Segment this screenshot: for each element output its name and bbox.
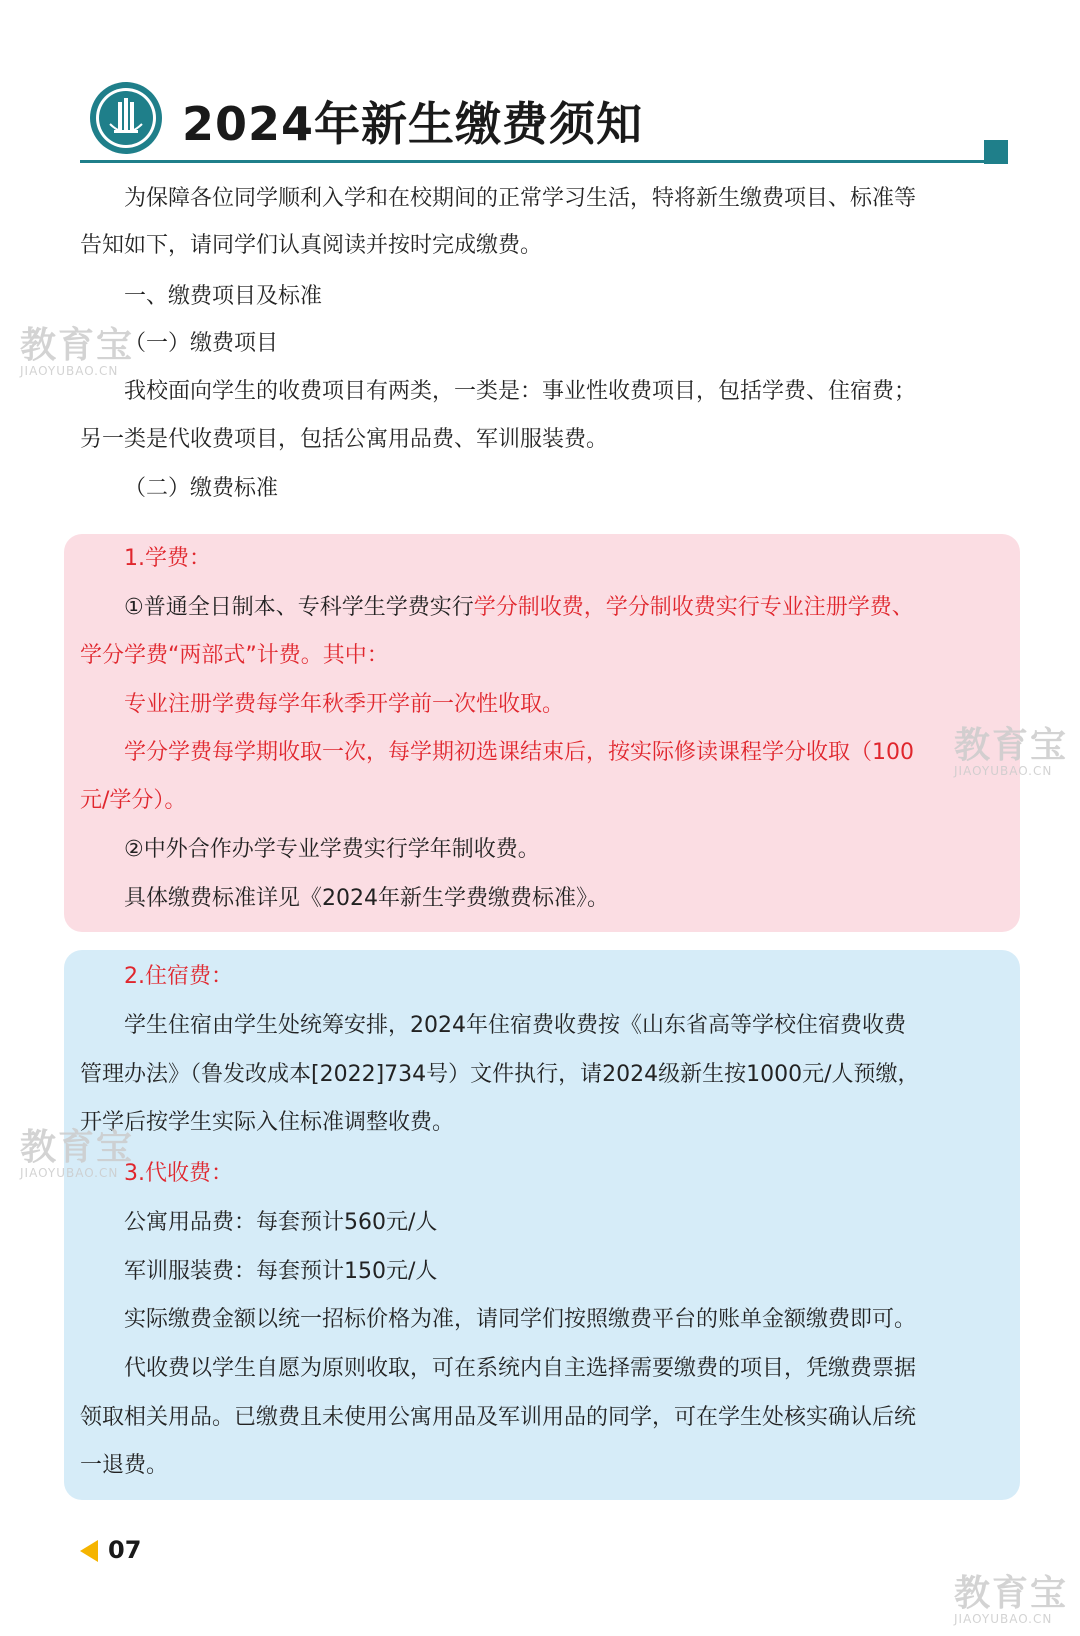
dorm-line-3: 开学后按学生实际入住标准调整收费。 (80, 1110, 455, 1135)
agency-line-6: 一退费。 (80, 1453, 169, 1478)
tuition-heading: 1.学费： (124, 546, 211, 571)
intro-line-2: 告知如下，请同学们认真阅读并按时完成缴费。 (80, 233, 543, 258)
watermark (20, 1127, 135, 1180)
tuition-line-1-red: 学分制收费，学分制收费实行专业注册学费、 (473, 595, 914, 620)
watermark-domain: JIAOYUBAO.CN (954, 764, 1053, 778)
agency-line-4: 代收费以学生自愿为原则收取，可在系统内自主选择需要缴费的项目，凭缴费票据 (124, 1356, 917, 1381)
agency-heading: 3.代收费： (124, 1161, 233, 1186)
tuition-line-6: ②中外合作办学专业学费实行学年制收费。 (124, 837, 540, 862)
university-emblem-icon (88, 80, 164, 156)
tuition-line-1-normal: ①普通全日制本、专科学生学费实行 (124, 595, 474, 620)
subsection-1-line-1: 我校面向学生的收费项目有两类，一类是：事业性收费项目，包括学费、住宿费； (124, 379, 917, 404)
subsection-1-line-2: 另一类是代收费项目，包括公寓用品费、军训服装费。 (80, 427, 609, 452)
subsection-2-heading: （二）缴费标准 (124, 476, 279, 501)
dorm-heading: 2.住宿费： (124, 964, 233, 989)
agency-line-1: 公寓用品费：每套预计560元/人 (124, 1210, 438, 1235)
tuition-line-7: 具体缴费标准详见《2024年新生学费缴费标准》。 (124, 886, 609, 911)
tuition-line-1 (124, 593, 914, 623)
tuition-line-3: 专业注册学费每学年秋季开学前一次性收取。 (124, 692, 565, 717)
watermark (954, 725, 1069, 778)
header-rule (80, 160, 992, 163)
agency-line-5: 领取相关用品。已缴费且未使用公寓用品及军训用品的同学，可在学生处核实确认后统 (80, 1405, 917, 1430)
watermark-domain: JIAOYUBAO.CN (20, 1166, 119, 1180)
watermark (954, 1573, 1069, 1626)
watermark-domain: JIAOYUBAO.CN (954, 1612, 1053, 1626)
agency-line-2: 军训服装费：每套预计150元/人 (124, 1259, 438, 1284)
watermark-text: 教育宝 (20, 1127, 135, 1168)
watermark-domain: JIAOYUBAO.CN (20, 364, 119, 378)
tuition-line-5: 元/学分）。 (80, 788, 187, 813)
page-title: 2024年新生缴费须知 (182, 97, 644, 151)
tuition-line-4: 学分学费每学期收取一次，每学期初选课结束后，按实际修读课程学分收取（100 (124, 740, 914, 765)
dorm-line-1: 学生住宿由学生处统筹安排，2024年住宿费收费按《山东省高等学校住宿费收费 (124, 1013, 906, 1038)
intro-line-1: 为保障各位同学顺利入学和在校期间的正常学习生活，特将新生缴费项目、标准等 (124, 186, 917, 211)
subsection-1-heading: （一）缴费项目 (124, 331, 279, 356)
agency-line-3: 实际缴费金额以统一招标价格为准，请同学们按照缴费平台的账单金额缴费即可。 (124, 1307, 917, 1332)
dorm-line-2: 管理办法》（鲁发改成本[2022]734号）文件执行，请2024级新生按1000元/人预缴， (80, 1062, 920, 1087)
watermark-text: 教育宝 (954, 1573, 1069, 1614)
tuition-line-2: 学分学费“两部式”计费。其中： (80, 643, 389, 668)
watermark-text: 教育宝 (20, 325, 135, 366)
section-heading: 一、缴费项目及标准 (124, 284, 323, 309)
page-arrow-icon (80, 1540, 98, 1562)
watermark (20, 325, 135, 378)
page-number: 07 (108, 1536, 142, 1564)
watermark-text: 教育宝 (954, 725, 1069, 766)
page-header (80, 78, 1010, 168)
